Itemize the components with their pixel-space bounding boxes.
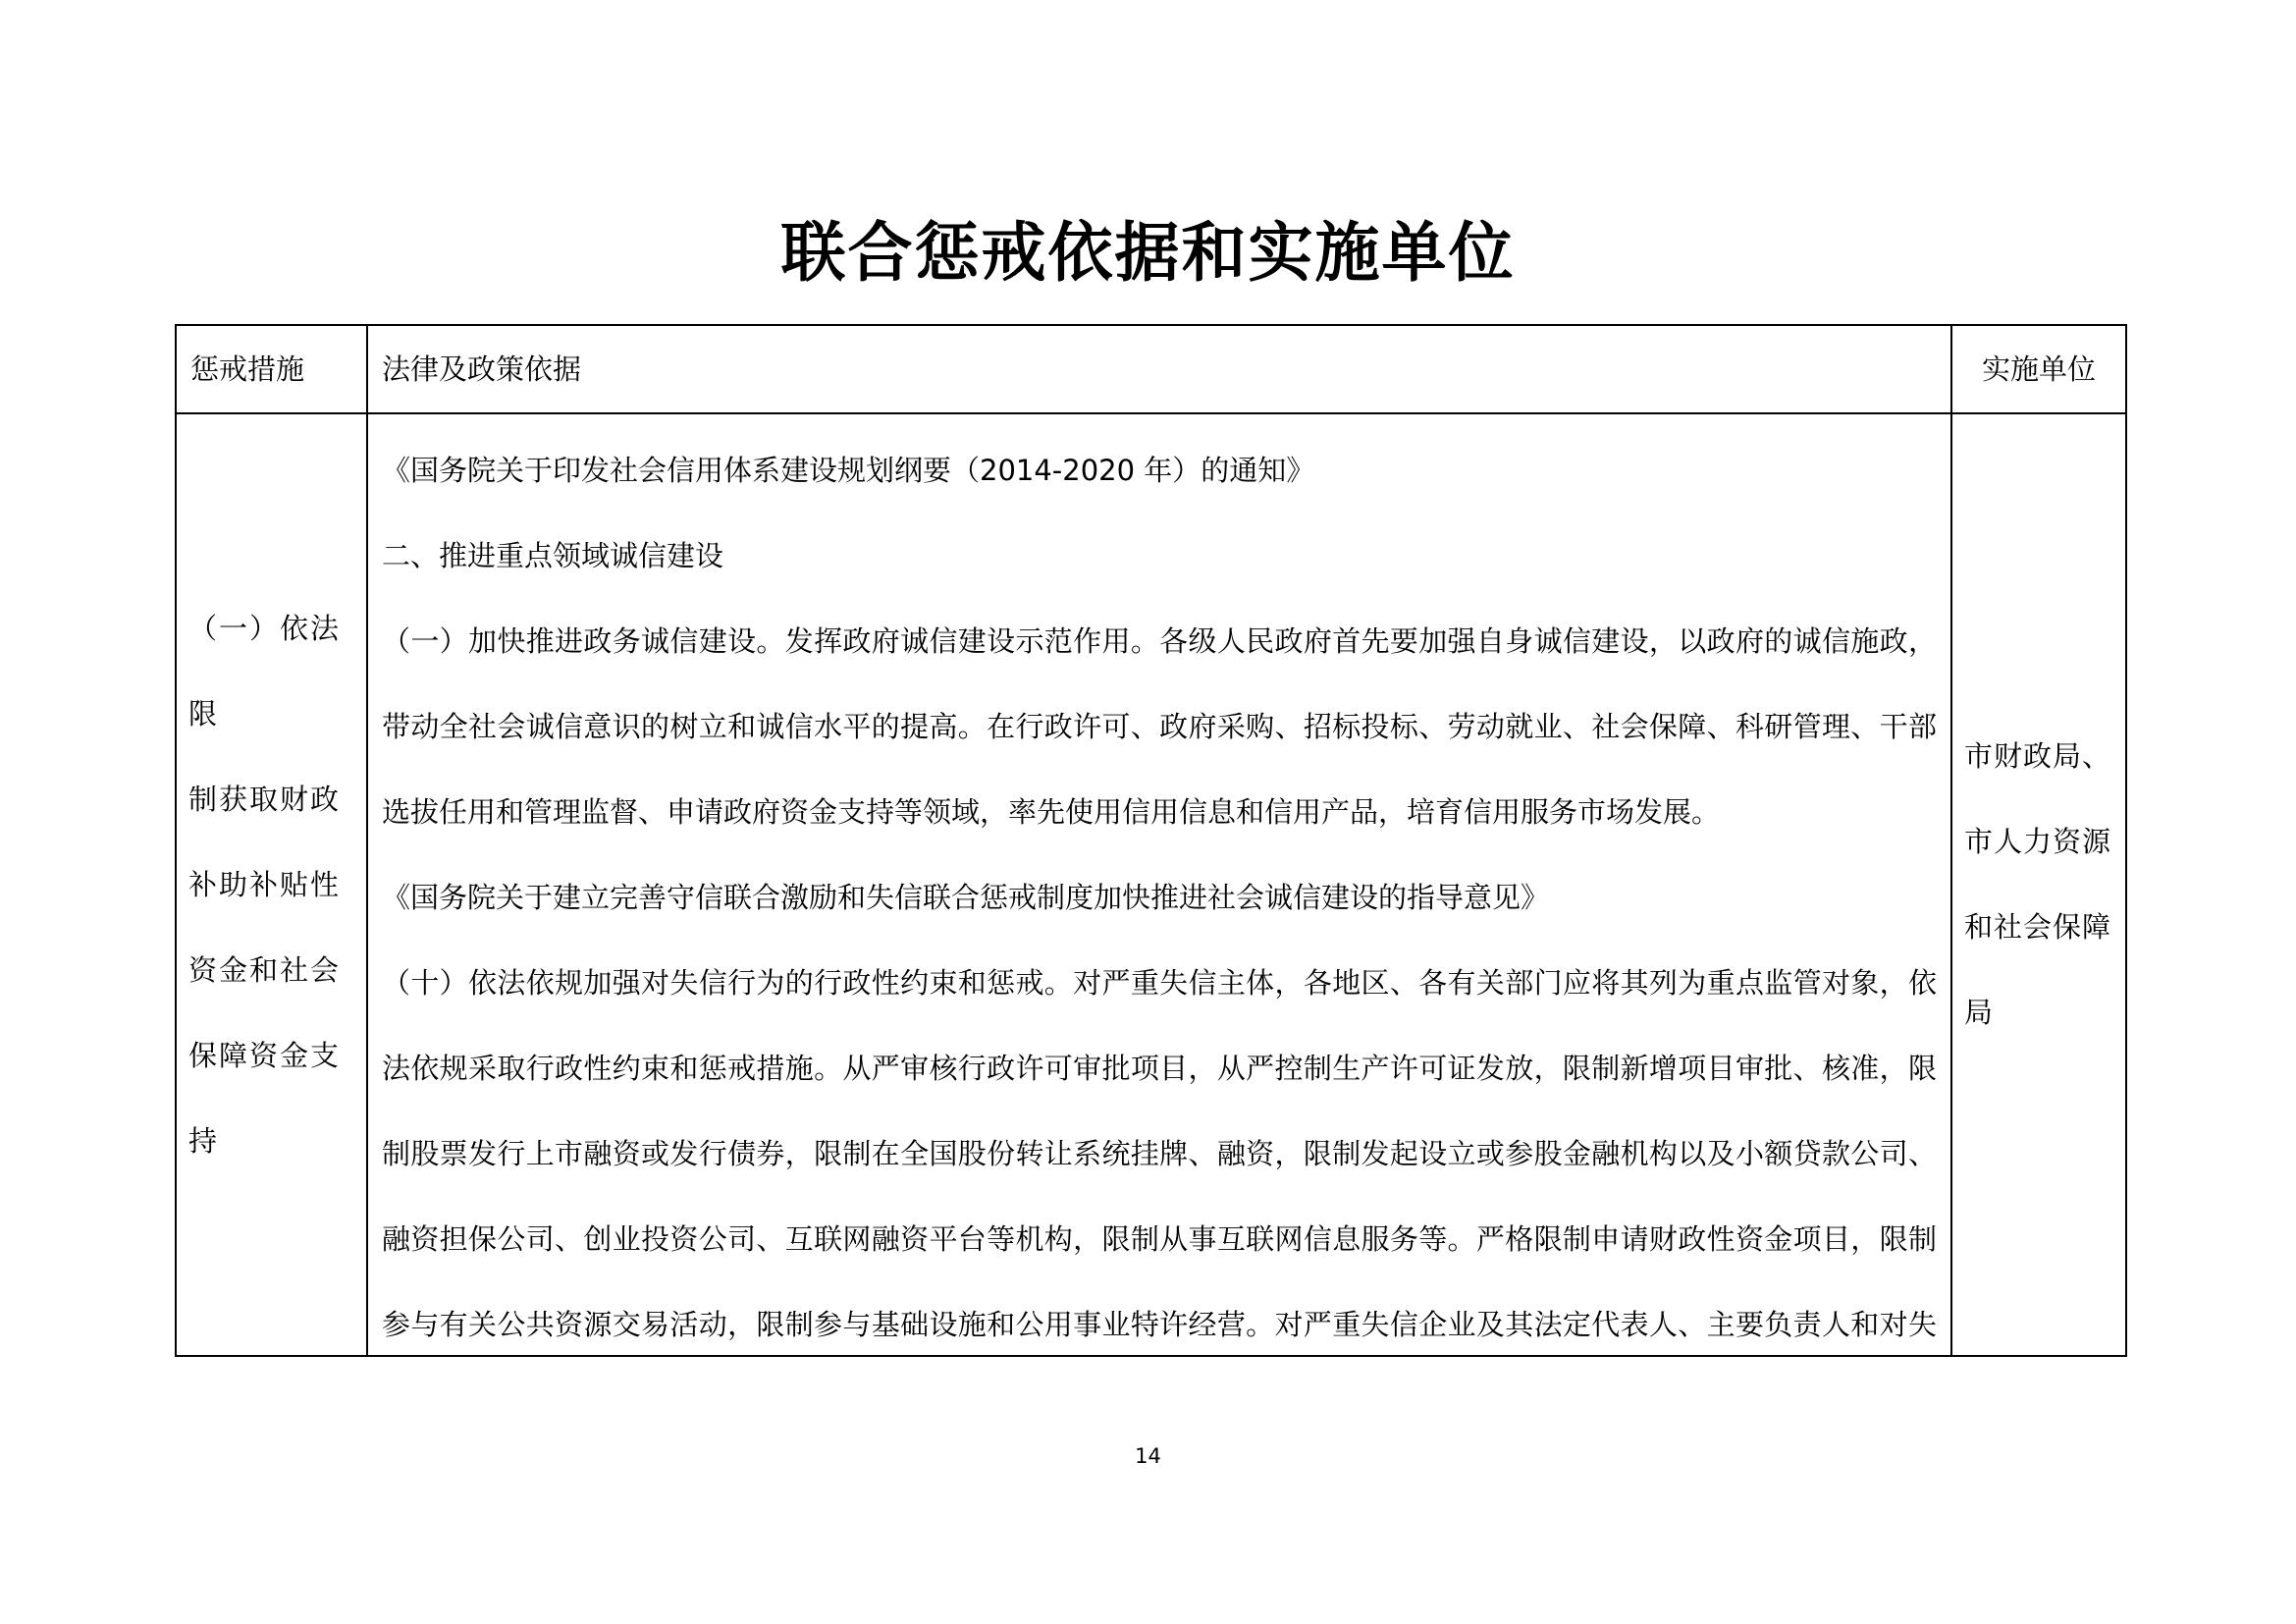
document-title: 联合惩戒依据和实施单位 [780, 214, 1516, 291]
basis-line: 选拔任用和管理监督、申请政府资金支持等领域，率先使用信用信息和信用产品，培育信用服务市场发展。 [382, 795, 1721, 829]
table-row [176, 413, 2126, 1356]
table-header-row [176, 325, 2126, 413]
basis-line: 二、推进重点领域诚信建设 [382, 539, 724, 572]
header-cell-basis [367, 325, 1951, 413]
basis-line: 《国务院关于建立完善守信联合激励和失信联合惩戒制度加快推进社会诚信建设的指导意见》 [382, 881, 1550, 914]
basis-line: （十）依法依规加强对失信行为的行政性约束和惩戒。对严重失信主体，各地区、各有关部门应将其列为重点监管对象，依 [382, 966, 1937, 1000]
header-cell-measure [176, 325, 367, 413]
header-unit-label: 实施单位 [1981, 352, 2096, 386]
header-measure-label: 惩戒措施 [190, 352, 305, 386]
unit-text: 市财政局、 市人力资源 和社会保障 局 [1964, 739, 2112, 1029]
basis-line: 融资担保公司、创业投资公司、互联网融资平台等机构，限制从事互联网信息服务等。严格限制申请财政性资金项目，限制 [382, 1222, 1937, 1256]
basis-text-block [368, 414, 1950, 1355]
measure-cell [176, 413, 367, 1356]
basis-line: 法依规采取行政性约束和惩戒措施。从严审核行政许可审批项目，从严控制生产许可证发放，限制新增项目审批、核准，限 [382, 1052, 1937, 1085]
basis-cell [367, 413, 1951, 1356]
measure-text: （一）依法限 制获取财政 补助补贴性 资金和社会 保障资金支 持 [188, 611, 342, 1158]
basis-line: 参与有关公共资源交易活动，限制参与基础设施和公用事业特许经营。对严重失信企业及其法定代表人、主要负责人和对失 [382, 1308, 1937, 1341]
unit-cell [1951, 413, 2126, 1356]
header-basis-label: 法律及政策依据 [382, 352, 582, 386]
basis-line: 带动全社会诚信意识的树立和诚信水平的提高。在行政许可、政府采购、招标投标、劳动就业、社会保障、科研管理、干部 [382, 710, 1937, 743]
basis-line: 《国务院关于印发社会信用体系建设规划纲要（2014-2020 年）的通知》 [382, 454, 1315, 487]
sanctions-table [175, 324, 2127, 1357]
basis-line: （一）加快推进政务诚信建设。发挥政府诚信建设示范作用。各级人民政府首先要加强自身诚信建设，以政府的诚信施政， [382, 624, 1937, 658]
page-number: 14 [1135, 1444, 1161, 1468]
basis-line: 制股票发行上市融资或发行债券，限制在全国股份转让系统挂牌、融资，限制发起设立或参股金融机构以及小额贷款公司、 [382, 1137, 1937, 1170]
header-cell-unit [1951, 325, 2126, 413]
